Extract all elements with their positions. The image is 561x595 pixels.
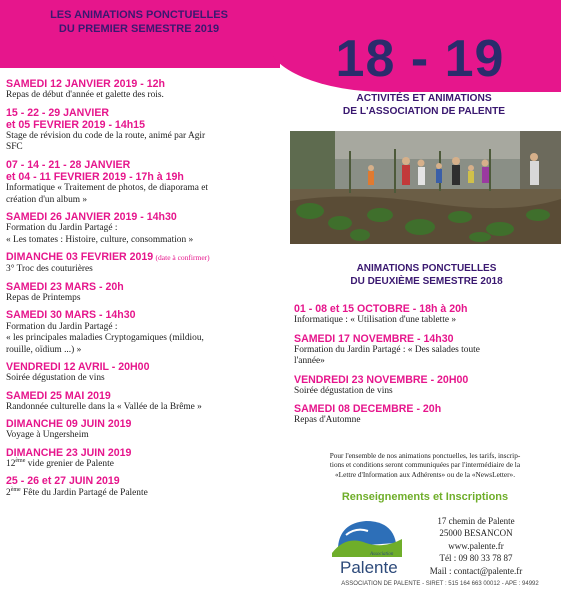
second-semester-title-line: DU DEUXIÈME SEMESTRE 2018 (350, 276, 503, 287)
second-semester-title-line: ANIMATIONS PONCTUELLES (356, 263, 497, 274)
event-description: Repas d'Automne (294, 415, 361, 426)
logo-small-text: Association (370, 552, 394, 557)
event-description (6, 488, 286, 499)
event-description: rouille, oïdium ...) » (6, 344, 82, 355)
ordinal-suffix: ème (15, 457, 26, 464)
event-item (6, 309, 286, 355)
event-description: Soirée dégustation de vins (294, 385, 393, 396)
palente-logo-graphic (326, 513, 408, 579)
event-item (6, 390, 286, 414)
notice-line: tions et conditions seront communiquées par l'intermédiaire de la (329, 460, 521, 470)
event-description: l'année» (294, 356, 325, 367)
event-date: SAMEDI 23 MARS - 20h (6, 280, 124, 293)
first-semester-title-line: LES ANIMATIONS PONCTUELLES (50, 9, 228, 21)
event-description-text: vide grenier de Palente (27, 458, 114, 469)
event-date: et 04 - 11 FEVRIER 2019 - 17h à 19h (6, 171, 184, 184)
contact-heading: Renseignements et Inscriptions (341, 491, 509, 503)
event-date: VENDREDI 23 NOVEMBRE - 20H00 (294, 373, 469, 386)
event-description: Repas de Printemps (6, 293, 81, 304)
event-date: VENDREDI 12 AVRIL - 20H00 (6, 360, 150, 373)
event-description: Informatique « Traitement de photos, de diaporama et (6, 183, 209, 194)
event-date: SAMEDI 30 MARS - 14h30 (6, 309, 136, 322)
notice-line: «Lettre d'Information aux Adhérents» ou de la «NewsLetter». (334, 469, 516, 479)
event-date: SAMEDI 25 MAI 2019 (6, 389, 111, 402)
first-semester-list (6, 78, 286, 504)
event-item (294, 333, 556, 368)
event-date: DIMANCHE 09 JUIN 2019 (6, 418, 132, 431)
first-semester-title-line: DU PREMIER SEMESTRE 2019 (58, 23, 220, 35)
event-date: 15 - 22 - 29 JANVIER (6, 106, 110, 119)
event-item (6, 211, 286, 246)
address-city: 25000 BESANCON (439, 528, 513, 539)
event-item (6, 78, 286, 102)
ordinal-number: 12 (6, 458, 16, 469)
event-item (6, 361, 286, 385)
event-date: SAMEDI 12 JANVIER 2019 - 12h (6, 78, 165, 90)
event-item (6, 159, 286, 206)
event-date: 07 - 14 - 21 - 28 JANVIER (6, 158, 131, 171)
event-date: SAMEDI 26 JANVIER 2019 - 14h30 (6, 211, 177, 224)
event-date: DIMANCHE 23 JUIN 2019 (6, 446, 132, 459)
event-description: SFC (6, 142, 23, 153)
subtitle-line: ACTIVITÉS ET ANIMATIONS (356, 93, 492, 104)
event-description: Formation du Jardin Partagé : (6, 223, 118, 234)
event-date: et 05 FEVRIER 2019 - 14h15 (6, 118, 145, 131)
event-description: Formation du Jardin Partagé : (6, 321, 118, 332)
event-description: Formation du Jardin Partagé : « Des salades toute (294, 344, 480, 355)
event-item (6, 447, 286, 471)
garden-photo-image (290, 131, 561, 244)
association-subtitle (294, 92, 554, 118)
event-description: 3° Troc des couturières (6, 264, 93, 275)
contact-address (414, 515, 538, 577)
event-date: SAMEDI 17 NOVEMBRE - 14h30 (294, 332, 454, 345)
event-description (6, 459, 286, 470)
event-description: création d'un album » (6, 194, 88, 205)
event-item (294, 303, 556, 327)
event-description: Soirée dégustation de vins (6, 373, 105, 384)
event-date: DIMANCHE 03 FEVRIER 2019 (6, 251, 154, 264)
second-semester-title (294, 262, 559, 288)
email-link[interactable]: Mail : contact@palente.fr (429, 565, 523, 576)
address-street: 17 chemin de Palente (437, 516, 515, 526)
legal-footer: ASSOCIATION DE PALENTE - SIRET : 515 164 663 00012 - APE : 94992 (341, 581, 539, 587)
season-title: 18 - 19 (335, 30, 505, 88)
event-description: Informatique : « Utilisation d'une tablette » (294, 315, 457, 326)
event-description: « les principales maladies Cryptogamiques (mildiou, (6, 333, 204, 344)
event-note: (date à confirmer) (155, 253, 210, 263)
ordinal-suffix: ème (10, 486, 21, 493)
garden-photo (290, 131, 561, 244)
logo-name-text: Palente (340, 558, 398, 577)
subtitle-line: DE L'ASSOCIATION DE PALENTE (342, 106, 506, 117)
event-item (294, 403, 556, 427)
event-date: 25 - 26 et 27 JUIN 2019 (6, 475, 120, 488)
website-link[interactable]: www.palente.fr (448, 540, 504, 551)
event-description: Randonnée culturelle dans la « Vallée de la Brême » (6, 401, 202, 412)
phone-number: Tél : 09 80 33 78 87 (439, 553, 513, 564)
event-item (6, 281, 286, 305)
first-semester-title (4, 8, 274, 36)
event-description: Repas de début d'année et galette des rois. (6, 90, 164, 101)
event-item (6, 107, 286, 154)
event-description: « Les tomates : Histoire, culture, consommation » (6, 234, 194, 245)
event-item (6, 418, 286, 442)
registration-notice (294, 451, 556, 479)
event-item (294, 374, 556, 398)
event-date: 01 - 08 et 15 OCTOBRE - 18h à 20h (294, 303, 468, 315)
event-date: SAMEDI 08 DECEMBRE - 20h (294, 403, 442, 416)
ordinal-number: 2 (6, 487, 11, 498)
event-description: Stage de révision du code de la route, animé par Agir (6, 131, 206, 142)
event-item (6, 251, 286, 276)
event-description-text: Fête du Jardin Partagé de Palente (23, 487, 148, 498)
notice-line: Pour l'ensemble de nos animations ponctuelles, les tarifs, inscrip- (329, 451, 521, 460)
event-item (6, 475, 286, 499)
second-semester-list (294, 303, 556, 433)
event-description: Voyage à Ungersheim (6, 430, 89, 441)
palente-logo-icon (326, 513, 408, 579)
